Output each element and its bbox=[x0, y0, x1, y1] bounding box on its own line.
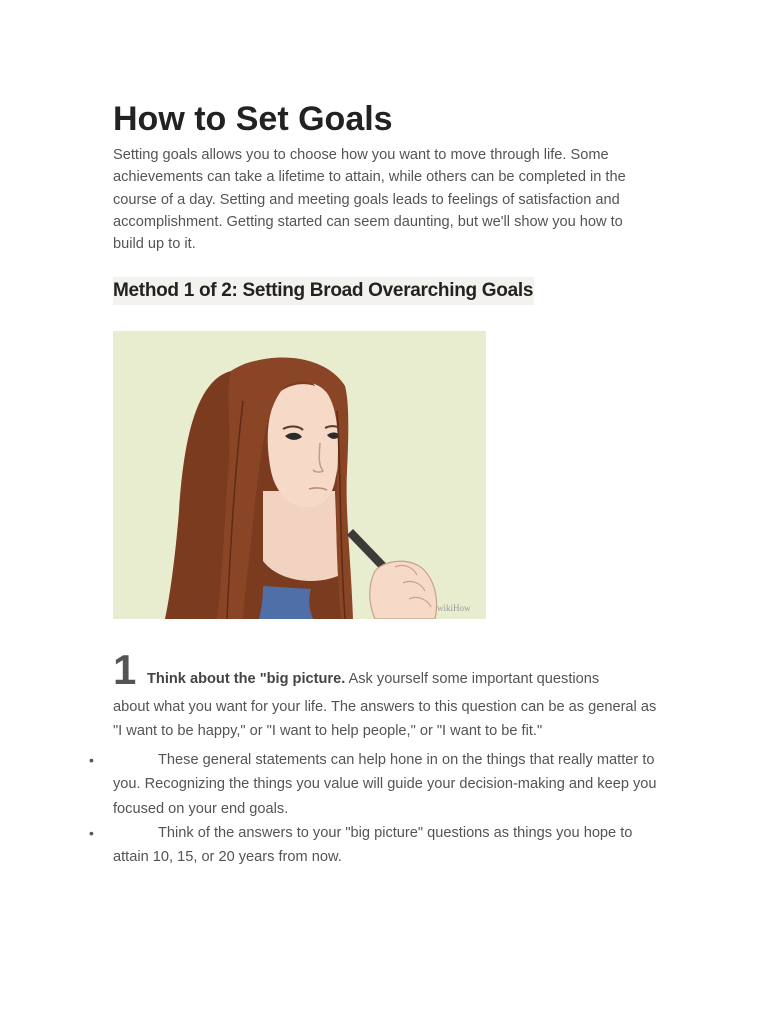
bullet-list bbox=[89, 748, 658, 869]
step-first-line bbox=[147, 668, 599, 690]
list-item bbox=[89, 821, 658, 870]
bullet-marker: • bbox=[89, 824, 94, 841]
method-heading: Method 1 of 2: Setting Broad Overarching Goals bbox=[113, 277, 534, 305]
bullet-text: These general statements can help hone in on the things that really matter to you. Recognizing the things you value will guide your decision-making and keep you focused on your end goals. bbox=[113, 752, 657, 817]
woman-thinking-illustration bbox=[113, 331, 486, 619]
step-first-line-text: Ask yourself some important questions bbox=[345, 671, 600, 687]
step-bold-text: Think about the "big picture. bbox=[147, 671, 346, 687]
bullet-text: Think of the answers to your "big picture" questions as things you hope to attain 10, 15, or 20 years from now. bbox=[113, 824, 633, 866]
step-body-text: about what you want for your life. The answers to this question can be as general as "I want to be happy," or "I want to help people," or "I want to be fit." bbox=[113, 699, 657, 739]
page-title: How to Set Goals bbox=[113, 100, 393, 138]
list-item bbox=[89, 748, 658, 821]
step-1 bbox=[113, 646, 658, 743]
article-header bbox=[113, 98, 658, 305]
step-illustration bbox=[113, 331, 486, 619]
step-number: 1 bbox=[113, 646, 137, 693]
wikihow-watermark: wikiHow bbox=[437, 603, 471, 613]
intro-paragraph: Setting goals allows you to choose how you want to move through life. Some achievements can take a lifetime to attain, while others can be completed in the course of a day. Setting and meeting goals leads to feelings of satisfaction and accomplishment. Getting started can seem daunting, but we'll show you how to build up to it. bbox=[113, 147, 626, 253]
bullet-marker: • bbox=[89, 752, 94, 768]
